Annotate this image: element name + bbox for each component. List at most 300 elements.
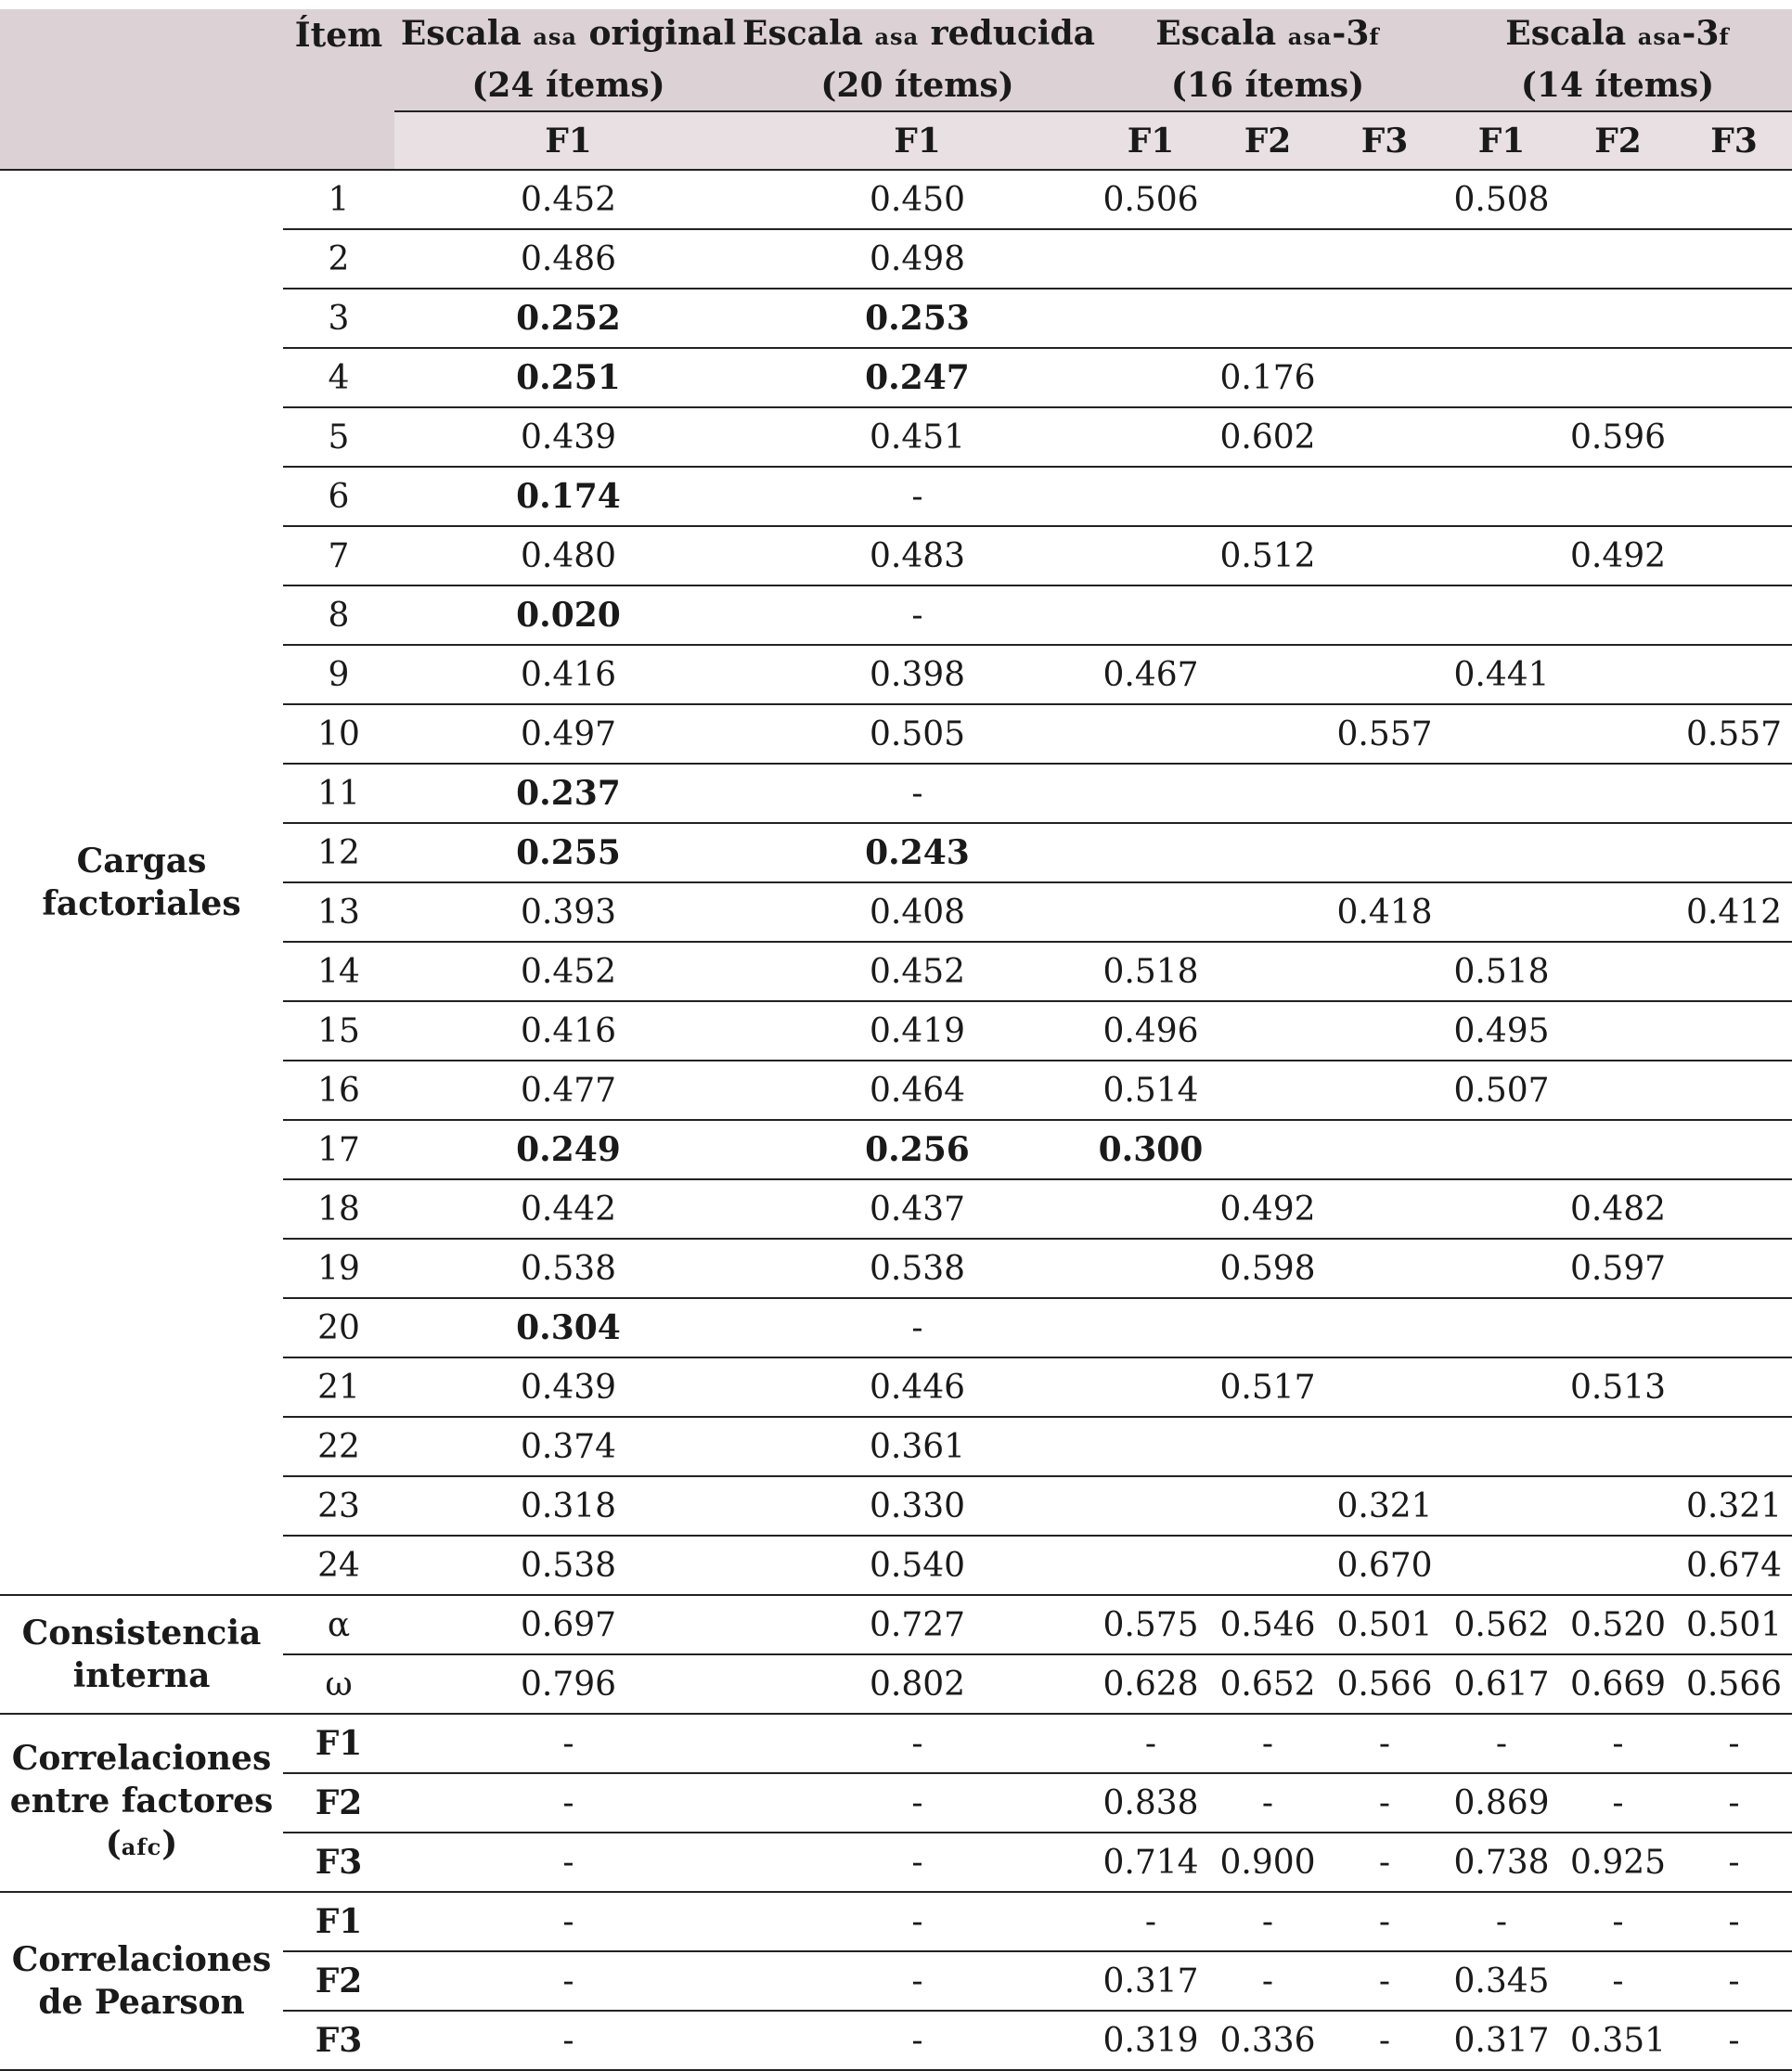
title-part: -3: [1682, 14, 1720, 53]
table-cell: 0.602: [1209, 407, 1326, 467]
table-cell: 0.486: [394, 229, 742, 289]
table-cell: 0.501: [1676, 1595, 1792, 1654]
table-cell: [1326, 1357, 1443, 1417]
row-item: 8: [283, 585, 394, 645]
header-factor: F1: [1092, 111, 1209, 170]
table-cell: [1326, 1120, 1443, 1179]
table-cell: 0.628: [1092, 1654, 1209, 1714]
table-cell: [1209, 704, 1326, 764]
row-item: 15: [283, 1001, 394, 1061]
row-item: 5: [283, 407, 394, 467]
table-cell: [1443, 585, 1560, 645]
table-cell: [1676, 1061, 1792, 1120]
row-item: F2: [283, 1773, 394, 1833]
table-cell: [1560, 1476, 1676, 1536]
table-cell: [1560, 1061, 1676, 1120]
table-cell: [1676, 407, 1792, 467]
table-cell: 0.317: [1443, 2011, 1560, 2070]
title-smallcaps: f: [1719, 23, 1730, 50]
table-header: [0, 9, 1792, 170]
table-cell: -: [1676, 1892, 1792, 1951]
table-cell: [1092, 407, 1209, 467]
table-cell: 0.496: [1092, 1001, 1209, 1061]
title-smallcaps: f: [1369, 23, 1380, 50]
table-cell: [1209, 1536, 1326, 1595]
row-item: 4: [283, 348, 394, 407]
table-cell: 0.450: [742, 170, 1092, 229]
table-cell: [1676, 764, 1792, 823]
table-cell: 0.838: [1092, 1773, 1209, 1833]
section-label: Correlaciones entre factores (afc): [0, 1714, 283, 1892]
table-cell: -: [1676, 2011, 1792, 2070]
table-cell: -: [1676, 1951, 1792, 2011]
header-group-4: [1443, 9, 1792, 111]
table-cell: [1326, 1298, 1443, 1357]
row-item: 10: [283, 704, 394, 764]
table-cell: [1326, 1179, 1443, 1239]
table-cell: 0.251: [394, 348, 742, 407]
table-cell: [1209, 467, 1326, 526]
header-group-1: [394, 9, 742, 111]
table-cell: [1676, 1298, 1792, 1357]
table-cell: -: [1443, 1714, 1560, 1773]
table-row: [0, 1892, 1792, 1951]
table-cell: -: [394, 2011, 742, 2070]
table-cell: [1676, 942, 1792, 1001]
row-item: 14: [283, 942, 394, 1001]
table-cell: 0.670: [1326, 1536, 1443, 1595]
table-cell: [1560, 1001, 1676, 1061]
row-item: ω: [283, 1654, 394, 1714]
header-factor: F2: [1209, 111, 1326, 170]
row-item: 20: [283, 1298, 394, 1357]
table-cell: [1443, 1536, 1560, 1595]
table-cell: [1326, 1061, 1443, 1120]
table-cell: 0.256: [742, 1120, 1092, 1179]
row-item: 6: [283, 467, 394, 526]
table-cell: [1092, 1357, 1209, 1417]
table-cell: 0.482: [1560, 1179, 1676, 1239]
table-cell: [1092, 467, 1209, 526]
table-cell: [1092, 1417, 1209, 1476]
table-cell: 0.419: [742, 1001, 1092, 1061]
table-cell: [1209, 764, 1326, 823]
table-cell: 0.247: [742, 348, 1092, 407]
table-cell: 0.317: [1092, 1951, 1209, 2011]
factor-loadings-table: [0, 9, 1792, 2071]
table-cell: 0.495: [1443, 1001, 1560, 1061]
table-cell: [1209, 289, 1326, 348]
table-cell: 0.300: [1092, 1120, 1209, 1179]
table-cell: 0.452: [742, 942, 1092, 1001]
table-cell: [1209, 1001, 1326, 1061]
table-cell: -: [1560, 1951, 1676, 2011]
table-cell: 0.514: [1092, 1061, 1209, 1120]
table-cell: -: [394, 1833, 742, 1892]
table-cell: [1676, 1417, 1792, 1476]
row-item: 18: [283, 1179, 394, 1239]
table-cell: 0.412: [1676, 882, 1792, 942]
table-cell: -: [1326, 1773, 1443, 1833]
row-item: α: [283, 1595, 394, 1654]
title-smallcaps: asa: [533, 23, 577, 50]
row-item: F1: [283, 1714, 394, 1773]
table-cell: [1560, 289, 1676, 348]
table-cell: 0.538: [394, 1239, 742, 1298]
table-cell: [1443, 289, 1560, 348]
table-cell: -: [1209, 1773, 1326, 1833]
table-cell: [1560, 1120, 1676, 1179]
table-cell: [1560, 170, 1676, 229]
table-cell: [1560, 1298, 1676, 1357]
table-cell: 0.361: [742, 1417, 1092, 1476]
table-cell: 0.336: [1209, 2011, 1326, 2070]
table-cell: [1092, 764, 1209, 823]
table-cell: -: [742, 585, 1092, 645]
table-cell: 0.540: [742, 1536, 1092, 1595]
table-cell: -: [1092, 1892, 1209, 1951]
table-cell: 0.557: [1676, 704, 1792, 764]
table-cell: [1676, 1120, 1792, 1179]
table-cell: [1092, 1179, 1209, 1239]
table-cell: 0.439: [394, 1357, 742, 1417]
row-item: F1: [283, 1892, 394, 1951]
table-cell: -: [1560, 1714, 1676, 1773]
table-cell: 0.441: [1443, 645, 1560, 704]
table-cell: 0.796: [394, 1654, 742, 1714]
header-corner: [0, 9, 283, 170]
row-item: F3: [283, 1833, 394, 1892]
row-item: 13: [283, 882, 394, 942]
table-cell: 0.418: [1326, 882, 1443, 942]
table-cell: [1326, 229, 1443, 289]
section-label-abbrev: afc: [121, 1833, 162, 1860]
table-cell: [1443, 526, 1560, 585]
header-group-subtitle: (14 ítems): [1520, 66, 1715, 105]
table-cell: 0.652: [1209, 1654, 1326, 1714]
table-cell: [1676, 229, 1792, 289]
title-part: original: [576, 14, 737, 53]
table-cell: -: [742, 1773, 1092, 1833]
table-cell: -: [1092, 1714, 1209, 1773]
table-cell: [1560, 1417, 1676, 1476]
title-smallcaps: asa: [1637, 23, 1682, 50]
table-cell: [1326, 407, 1443, 467]
table-cell: -: [1209, 1951, 1326, 2011]
table-cell: 0.249: [394, 1120, 742, 1179]
header-factor: F2: [1560, 111, 1676, 170]
table-cell: 0.351: [1560, 2011, 1676, 2070]
table-cell: [1443, 348, 1560, 407]
table-cell: [1676, 823, 1792, 882]
row-item: 23: [283, 1476, 394, 1536]
table-cell: [1092, 1298, 1209, 1357]
table-cell: 0.518: [1443, 942, 1560, 1001]
table-cell: [1209, 1120, 1326, 1179]
table-cell: -: [1676, 1833, 1792, 1892]
row-item: 1: [283, 170, 394, 229]
row-item: 9: [283, 645, 394, 704]
table-cell: [1326, 823, 1443, 882]
table-cell: 0.498: [742, 229, 1092, 289]
table-cell: [1560, 823, 1676, 882]
table-cell: 0.319: [1092, 2011, 1209, 2070]
table-cell: [1209, 645, 1326, 704]
table-cell: [1092, 704, 1209, 764]
table-cell: [1676, 1239, 1792, 1298]
table-cell: 0.480: [394, 526, 742, 585]
table-cell: [1560, 764, 1676, 823]
table-cell: 0.513: [1560, 1357, 1676, 1417]
table-cell: 0.174: [394, 467, 742, 526]
table-cell: [1326, 1239, 1443, 1298]
table-cell: [1209, 1417, 1326, 1476]
table-cell: [1209, 170, 1326, 229]
table-cell: [1209, 1476, 1326, 1536]
header-group-subtitle: (24 ítems): [471, 66, 665, 105]
header-group-title: [394, 9, 742, 61]
row-item: 19: [283, 1239, 394, 1298]
section-label: [0, 1595, 283, 1714]
table-cell: [1443, 1357, 1560, 1417]
table-cell: 0.437: [742, 1179, 1092, 1239]
header-group-subtitle: (16 ítems): [1170, 66, 1365, 105]
table-cell: [1326, 1001, 1443, 1061]
table-cell: [1560, 882, 1676, 942]
table-cell: 0.617: [1443, 1654, 1560, 1714]
table-cell: 0.477: [394, 1061, 742, 1120]
table-cell: [1443, 407, 1560, 467]
table-cell: 0.501: [1326, 1595, 1443, 1654]
table-container: [0, 9, 1792, 2071]
table-cell: 0.374: [394, 1417, 742, 1476]
table-cell: 0.674: [1676, 1536, 1792, 1595]
table-cell: [1092, 823, 1209, 882]
table-cell: [1443, 704, 1560, 764]
table-cell: [1676, 645, 1792, 704]
table-cell: [1443, 764, 1560, 823]
table-cell: [1443, 1298, 1560, 1357]
table-cell: -: [742, 467, 1092, 526]
table-cell: 0.176: [1209, 348, 1326, 407]
header-group-title: [1092, 9, 1443, 61]
table-cell: 0.393: [394, 882, 742, 942]
table-cell: -: [1209, 1714, 1326, 1773]
table-cell: 0.512: [1209, 526, 1326, 585]
table-cell: 0.727: [742, 1595, 1092, 1654]
table-cell: [1326, 645, 1443, 704]
table-cell: 0.566: [1676, 1654, 1792, 1714]
header-factor: F3: [1676, 111, 1792, 170]
table-cell: 0.452: [394, 942, 742, 1001]
header-factor: F3: [1326, 111, 1443, 170]
table-cell: [1326, 467, 1443, 526]
table-cell: 0.566: [1326, 1654, 1443, 1714]
row-item: 3: [283, 289, 394, 348]
table-cell: -: [1560, 1773, 1676, 1833]
table-cell: 0.252: [394, 289, 742, 348]
table-cell: 0.546: [1209, 1595, 1326, 1654]
table-cell: [1092, 1536, 1209, 1595]
table-cell: 0.467: [1092, 645, 1209, 704]
title-part: Escala: [400, 14, 534, 53]
table-cell: [1326, 585, 1443, 645]
table-cell: 0.304: [394, 1298, 742, 1357]
header-factor: F1: [394, 111, 742, 170]
row-item: 12: [283, 823, 394, 882]
table-cell: [1209, 1298, 1326, 1357]
title-part: Escala: [1505, 14, 1638, 53]
table-cell: 0.506: [1092, 170, 1209, 229]
table-cell: -: [1326, 1892, 1443, 1951]
table-cell: 0.243: [742, 823, 1092, 882]
table-cell: -: [1209, 1892, 1326, 1951]
table-cell: [1560, 585, 1676, 645]
table-cell: 0.596: [1560, 407, 1676, 467]
table-cell: 0.416: [394, 1001, 742, 1061]
table-cell: -: [394, 1951, 742, 2011]
table-cell: [1092, 882, 1209, 942]
table-cell: -: [742, 1892, 1092, 1951]
table-cell: [1326, 526, 1443, 585]
table-cell: 0.669: [1560, 1654, 1676, 1714]
table-cell: [1092, 526, 1209, 585]
table-cell: 0.538: [742, 1239, 1092, 1298]
table-cell: 0.518: [1092, 942, 1209, 1001]
header-group-title: [1443, 9, 1792, 61]
table-cell: [1560, 467, 1676, 526]
title-smallcaps: asa: [1287, 23, 1333, 50]
table-cell: [1209, 229, 1326, 289]
table-cell: [1326, 170, 1443, 229]
table-row: [0, 170, 1792, 229]
header-group-subtitle: (20 ítems): [820, 66, 1014, 105]
table-row: [0, 1595, 1792, 1654]
section-label-text: Correlaciones entre factores: [9, 1739, 274, 1820]
table-cell: 0.345: [1443, 1951, 1560, 2011]
table-cell: 0.330: [742, 1476, 1092, 1536]
table-cell: [1443, 467, 1560, 526]
table-cell: 0.492: [1209, 1179, 1326, 1239]
table-cell: 0.738: [1443, 1833, 1560, 1892]
table-cell: 0.802: [742, 1654, 1092, 1714]
table-cell: 0.318: [394, 1476, 742, 1536]
table-cell: [1209, 942, 1326, 1001]
table-cell: [1443, 1417, 1560, 1476]
row-item: 17: [283, 1120, 394, 1179]
table-cell: 0.538: [394, 1536, 742, 1595]
table-cell: 0.255: [394, 823, 742, 882]
table-cell: -: [742, 764, 1092, 823]
table-cell: [1326, 942, 1443, 1001]
table-cell: 0.505: [742, 704, 1092, 764]
header-factor: F1: [1443, 111, 1560, 170]
header-group-2: [742, 9, 1095, 111]
table-cell: [1676, 170, 1792, 229]
table-cell: [1676, 1001, 1792, 1061]
table-cell: [1092, 1476, 1209, 1536]
table-cell: -: [1676, 1773, 1792, 1833]
table-cell: -: [394, 1773, 742, 1833]
row-item: F2: [283, 1951, 394, 2011]
title-part: Escala: [742, 14, 875, 53]
table-cell: 0.562: [1443, 1595, 1560, 1654]
table-cell: [1443, 882, 1560, 942]
table-cell: [1560, 942, 1676, 1001]
table-cell: -: [742, 2011, 1092, 2070]
table-cell: [1326, 1417, 1443, 1476]
title-part: -3: [1332, 14, 1370, 53]
table-cell: 0.442: [394, 1179, 742, 1239]
table-cell: [1326, 764, 1443, 823]
section-label-text: Cargas factoriales: [42, 842, 241, 923]
section-label: [0, 170, 283, 1595]
table-cell: -: [1326, 2011, 1443, 2070]
table-cell: -: [1326, 1951, 1443, 2011]
table-cell: [1209, 823, 1326, 882]
table-cell: [1443, 823, 1560, 882]
table-cell: 0.398: [742, 645, 1092, 704]
table-cell: 0.492: [1560, 526, 1676, 585]
table-body: [0, 170, 1792, 2070]
table-cell: 0.497: [394, 704, 742, 764]
table-cell: [1676, 1179, 1792, 1239]
section-label-text: Correlaciones de Pearson: [11, 1940, 272, 2022]
header-group-3: [1092, 9, 1443, 111]
table-cell: [1676, 526, 1792, 585]
table-cell: -: [394, 1892, 742, 1951]
table-cell: [1443, 1179, 1560, 1239]
header-item: Ítem: [283, 9, 394, 170]
row-item: 7: [283, 526, 394, 585]
table-cell: 0.575: [1092, 1595, 1209, 1654]
table-cell: 0.483: [742, 526, 1092, 585]
row-item: 24: [283, 1536, 394, 1595]
table-cell: [1560, 229, 1676, 289]
table-cell: 0.714: [1092, 1833, 1209, 1892]
table-cell: 0.598: [1209, 1239, 1326, 1298]
table-cell: [1560, 704, 1676, 764]
row-item: 11: [283, 764, 394, 823]
table-cell: [1092, 1239, 1209, 1298]
header-row-groups: [0, 9, 1792, 111]
table-cell: [1092, 229, 1209, 289]
table-cell: [1209, 882, 1326, 942]
table-cell: 0.557: [1326, 704, 1443, 764]
table-cell: [1560, 645, 1676, 704]
table-cell: 0.520: [1560, 1595, 1676, 1654]
table-cell: [1092, 289, 1209, 348]
table-cell: 0.900: [1209, 1833, 1326, 1892]
row-item: F3: [283, 2011, 394, 2070]
table-cell: 0.508: [1443, 170, 1560, 229]
table-cell: 0.408: [742, 882, 1092, 942]
table-cell: -: [1560, 1892, 1676, 1951]
table-cell: -: [742, 1833, 1092, 1892]
table-cell: [1443, 229, 1560, 289]
table-cell: -: [394, 1714, 742, 1773]
table-cell: 0.237: [394, 764, 742, 823]
table-cell: 0.452: [394, 170, 742, 229]
table-cell: [1443, 1476, 1560, 1536]
row-item: 22: [283, 1417, 394, 1476]
table-cell: [1209, 1061, 1326, 1120]
table-cell: [1676, 467, 1792, 526]
table-cell: 0.439: [394, 407, 742, 467]
section-label-text: Consistencia interna: [21, 1614, 262, 1695]
table-cell: -: [1443, 1892, 1560, 1951]
table-cell: [1092, 348, 1209, 407]
